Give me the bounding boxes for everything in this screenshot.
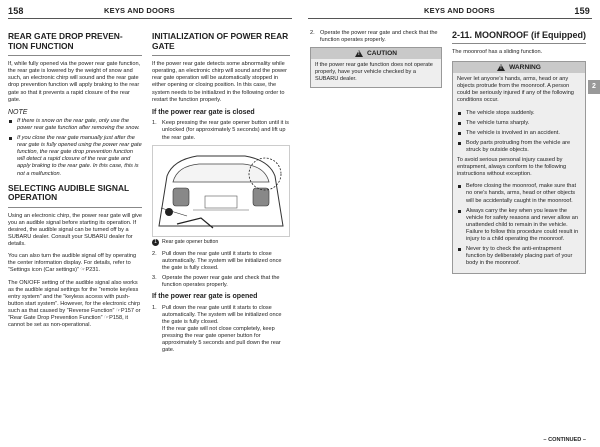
paragraph: If the power rear gate detects some abnormality while operating, an electronic chirp will sound and the power rear gate operation will be automatically stopped in either opening or closing position. In this case, the system needs to be initialized in the following order to restart the function properly. [152,61,287,103]
header-divider [8,18,292,19]
warning-item: Never try to check the anti-entrapment function by deliberately placing part of your body in the moonroof. [457,246,581,267]
heading-rule [8,55,142,56]
paragraph: The ON/OFF setting of the audible signal also works as the audible signal settings for the “remote keyless entry system” and the “keyless access with push-button start system”. However, for the electronic chirp such as that caused by “Reverse Function” ☞P157 or “Rear Gate Drop Prevention Function” ☞P158, it cannot be set as non-operational. [8,279,141,329]
page-number: 158 [8,6,24,16]
warning-paragraph: Never let anyone’s hands, arms, head or any objects protrude from the moonroof. A person could be seriously injured if any of the following conditions occur. [457,76,574,104]
warning-item: Always carry the key when you leave the vehicle for safety reasons and never allow an unattended child to remain in the vehicle. Failure to follow this procedure could result in injury to a child operating the moonroof. [457,208,581,243]
warning-box [452,61,586,274]
continued-footer: – CONTINUED – [543,437,586,443]
chapter-tab: 2 [588,80,600,94]
warning-item: Before closing the moonroof, make sure that no one’s hands, arms, head or other objects will be accidentally caught in the moonroof. [457,183,581,204]
paragraph: You can also turn the audible signal off by operating the center information display. For details, refer to “Settings icon (Car settings)” ☞P231. [8,253,137,274]
heading-rule [8,207,142,208]
left-column-2 [152,30,290,357]
step-item: 2. Pull down the rear gate until it starts to close automatically. The system will be initialized once the gate is fully closed. [152,250,282,271]
note-title: NOTE [8,108,28,116]
page-number: 159 [574,6,590,16]
section-heading: SELECTING AUDIBLE SIGNAL OPERATION [8,182,129,203]
heading-rule [452,43,586,44]
caution-title: CAUTION [366,50,398,58]
caution-box [310,47,442,87]
note-item: If you close the rear gate manually just after the rear gate is fully opened using the power rear gate function, the rear gate drop prevention function will detect a rapid closure of the rear gate and apply braking to the rear gate. In this case, this is not a malfunction. [8,135,142,178]
car-rear-icon [153,146,289,236]
note-list [8,118,142,178]
note-item: If there is snow on the rear gate, only use the power rear gate function after removing the snow. [8,118,142,132]
warning-triangle-icon [497,64,505,71]
paragraph: The moonroof has a sliding function. [452,49,543,55]
subheading: If the power rear gate is opened [152,293,258,301]
callout-number: 1 [152,239,159,246]
right-column-1 [310,30,442,93]
subheading: If the power rear gate is closed [152,108,255,116]
warning-list [457,183,581,267]
warning-item: The vehicle turns sharply. [457,120,581,127]
running-header: KEYS AND DOORS [104,6,175,15]
paragraph: Using an electronic chirp, the power rear gate will give you an audible signal before starting its operation. If desired, the audible signal can be turned off by a SUBARU dealer. Consult your SUBARU dealer for details. [8,212,143,248]
figure-caption: 1 Rear gate opener button [152,239,290,246]
step-item: 3. Operate the power rear gate and check that the function operates properly. [152,275,280,289]
warning-list [457,110,581,154]
right-page [300,0,600,447]
heading-rule [152,55,290,56]
step-item: 1. Keep pressing the rear gate opener button until it is unlocked (for approximately 5 seconds) and lift up the rear gate. [152,120,289,141]
section-heading: REAR GATE DROP PREVEN-TION FUNCTION [8,31,123,51]
chapter-heading: 2-11. MOONROOF (if Equipped) [452,30,587,40]
steps-list [310,30,442,44]
step-item: 2. Operate the power rear gate and check that the function operates properly. [310,30,438,44]
step-item: 1. Pull down the rear gate until it starts to close automatically. The system will be initialized once the gate is fully closed. If the rear gate will not close completely, keep pressing the rear gate opener button for approximately 5 seconds and pull down the rear gate. [152,304,282,354]
section-heading: INITIALIZATION OF POWER REAR GATE [152,31,289,51]
warning-item: Body parts protruding from the vehicle are struck by outside objects. [457,140,581,154]
right-column-2 [452,30,586,279]
warning-item: The vehicle stops suddenly. [457,110,581,117]
warning-paragraph: To avoid serious personal injury caused by entrapment, always conform to the following instructions without exception. [457,157,567,178]
steps-list [152,120,290,141]
left-column-1 [8,30,142,334]
warning-item: The vehicle is involved in an accident. [457,130,581,137]
caution-text: If the power rear gate function does not operate properly, have your vehicle checked by a SUBARU dealer. [315,62,433,83]
rear-gate-illustration [152,145,290,237]
paragraph: If, while fully opened via the power rear gate function, the rear gate is lowered by the weight of snow and such, an electronic chirp will sound and the rear gate drop prevention function will apply braking to the rear gate so that it prevents a rapid closure of the rear gate. [8,61,141,103]
steps-list [152,251,290,289]
warning-triangle-icon [355,50,363,57]
header-divider [308,18,592,19]
warning-title: WARNING [509,64,541,72]
steps-list [152,305,290,355]
running-header: KEYS AND DOORS [424,6,495,15]
